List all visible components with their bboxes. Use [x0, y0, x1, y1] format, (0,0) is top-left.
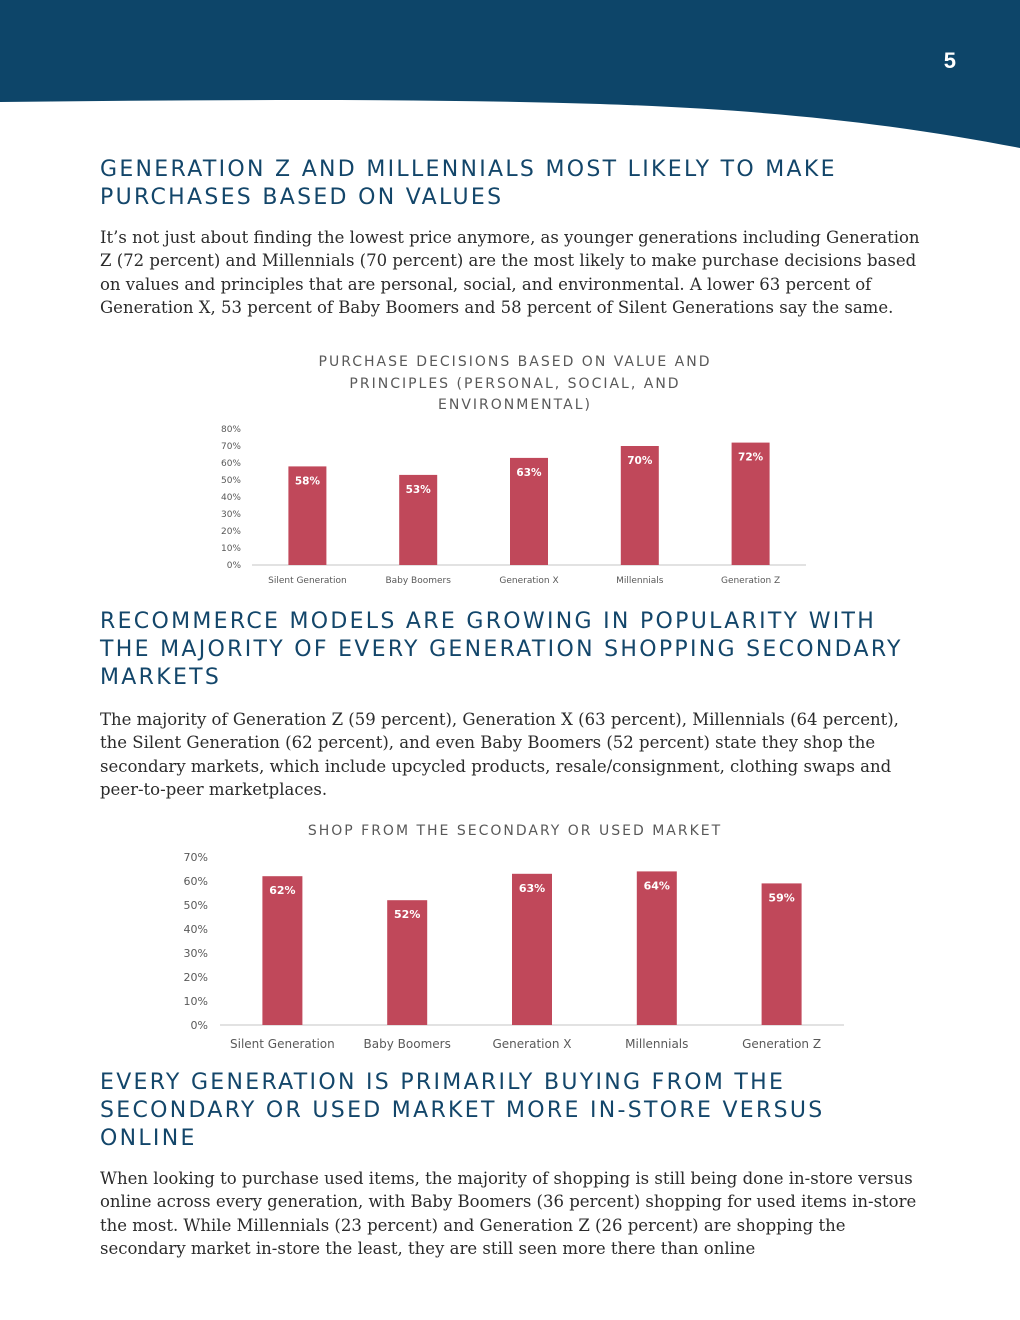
- y-tick-label: 40%: [183, 922, 208, 936]
- bar-value-label: 64%: [643, 879, 670, 893]
- y-tick-label: 50%: [183, 898, 208, 912]
- section-body-recommerce: The majority of Generation Z (59 percent), Generation X (63 percent), Millennials (64 percent), the Silent Generation (62 percent), and even Baby Boomers (52 percent) state they shop the secondary markets, which include upcycled products, resale/consignment, clothing swaps and peer-to-peer marketplaces.: [100, 710, 899, 799]
- y-tick-label: 80%: [220, 425, 241, 436]
- bar-value-label: 70%: [627, 455, 653, 467]
- y-tick-label: 20%: [183, 970, 208, 984]
- y-tick-label: 10%: [220, 544, 241, 555]
- y-tick-label: 0%: [190, 1018, 208, 1032]
- chart-values-bars: [200, 420, 820, 590]
- bar: [262, 876, 302, 1025]
- y-tick-label: 60%: [220, 459, 241, 470]
- page-number: 5: [943, 48, 956, 73]
- header-wave: [0, 0, 1020, 148]
- y-tick-label: 0%: [226, 561, 241, 572]
- y-tick-label: 30%: [183, 946, 208, 960]
- section-heading-values: GENERATION Z AND MILLENNIALS MOST LIKELY TO MAKE PURCHASES BASED ON VALUES: [100, 157, 837, 210]
- section-body-values: It’s not just about finding the lowest price anymore, as younger generations including Generation Z (72 percent) and Millennials (70 percent) are the most likely to make purchase decisions based on values and principles that are personal, social, and environmental. A lower 63 percent of Generation X, 53 percent of Baby Boomers and 58 percent of Silent Generations say the same.: [100, 228, 920, 317]
- chart-title-secondary: SHOP FROM THE SECONDARY OR USED MARKET: [307, 823, 723, 839]
- x-category-label: Generation X: [492, 1037, 572, 1051]
- bar-value-label: 53%: [405, 483, 431, 496]
- y-tick-label: 30%: [220, 510, 241, 521]
- x-category-label: Generation Z: [720, 576, 781, 586]
- bar: [762, 883, 802, 1025]
- x-category-label: Silent Generation: [268, 576, 347, 586]
- x-category-label: Generation X: [499, 576, 559, 586]
- y-tick-label: 40%: [220, 493, 241, 504]
- x-category-label: Millennials: [616, 576, 664, 586]
- y-tick-label: 20%: [220, 527, 241, 538]
- chart-secondary-market-bars: [170, 845, 860, 1055]
- bar: [512, 874, 552, 1025]
- x-category-label: Baby Boomers: [363, 1037, 451, 1051]
- y-tick-label: 70%: [183, 850, 208, 864]
- y-tick-label: 70%: [220, 442, 241, 453]
- bar-value-label: 62%: [269, 884, 296, 898]
- bar-value-label: 63%: [518, 881, 546, 895]
- bar-value-label: 63%: [516, 466, 542, 479]
- section-body-instore: When looking to purchase used items, the majority of shopping is still being done in-store versus online across every generation, with Baby Boomers (36 percent) shopping for used items in-store the most. While Millennials (23 percent) and Generation Z (26 percent) are shopping the secondary market in-store the least, they are still seen more there than online: [100, 1169, 917, 1258]
- bar-value-label: 52%: [394, 908, 421, 922]
- section-heading-instore: EVERY GENERATION IS PRIMARILY BUYING FROM THE SECONDARY OR USED MARKET MORE IN-STORE VERSUS ONLINE: [100, 1070, 825, 1151]
- x-category-label: Generation Z: [742, 1037, 822, 1051]
- section-heading-recommerce: RECOMMERCE MODELS ARE GROWING IN POPULARITY WITH THE MAJORITY OF EVERY GENERATION SHOPPING SECONDARY MARKETS: [100, 609, 903, 690]
- bar-value-label: 58%: [294, 475, 320, 488]
- bar-value-label: 72%: [738, 451, 764, 464]
- y-tick-label: 50%: [220, 476, 241, 487]
- chart-title-values: PURCHASE DECISIONS BASED ON VALUE AND PRINCIPLES (PERSONAL, SOCIAL, AND ENVIRONMENTAL): [318, 354, 712, 413]
- x-category-label: Millennials: [625, 1037, 689, 1051]
- header-banner: [0, 0, 1020, 160]
- x-category-label: Baby Boomers: [385, 576, 451, 586]
- bar-value-label: 59%: [768, 891, 795, 905]
- y-tick-label: 60%: [183, 874, 208, 888]
- y-tick-label: 10%: [183, 994, 208, 1008]
- x-category-label: Silent Generation: [230, 1037, 335, 1051]
- bar: [637, 871, 677, 1025]
